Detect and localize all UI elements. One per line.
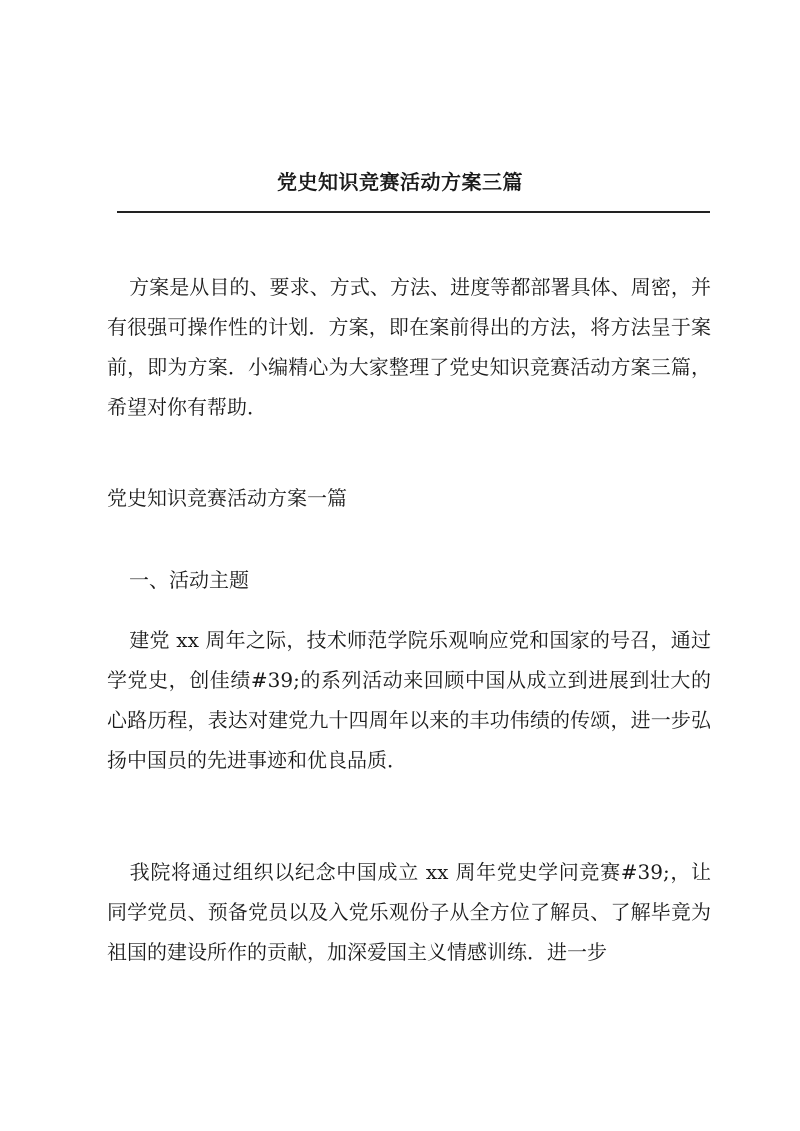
body-text-1: 建党 xx 周年之际，技术师范学院乐观响应党和国家的号召，通过学党史，创佳绩#39;的系列活动来回顾中国从成立到进展到壮大的心路历程，表达对建党九十四周年以来的丰功伟绩的传颂，进一步弘扬中国员的先进事迹和优良品质． — [107, 628, 711, 772]
body-paragraph-1 — [107, 620, 711, 780]
section-heading: 党史知识竞赛活动方案一篇 — [107, 486, 347, 510]
title-underline — [117, 211, 710, 213]
document-title: 党史知识竞赛活动方案三篇 — [277, 170, 523, 194]
intro-text: 方案是从目的、要求、方式、方法、进度等都部署具体、周密，并有很强可操作性的计划．方案，即在案前得出的方法，将方法呈于案前，即为方案．小编精心为大家整理了党史知识竞赛活动方案三篇，希望对你有帮助． — [107, 275, 711, 419]
body-text-2: 我院将通过组织以纪念中国成立 xx 周年党史学问竞赛#39;，让同学党员、预备党员以及入党乐观份子从全方位了解员、了解毕竟为祖国的建设所作的贡献，加深爱国主义情感训练．进一步 — [107, 860, 711, 964]
subsection-heading: 一、活动主题 — [129, 568, 249, 592]
intro-paragraph — [107, 267, 711, 427]
body-paragraph-2 — [107, 852, 711, 972]
